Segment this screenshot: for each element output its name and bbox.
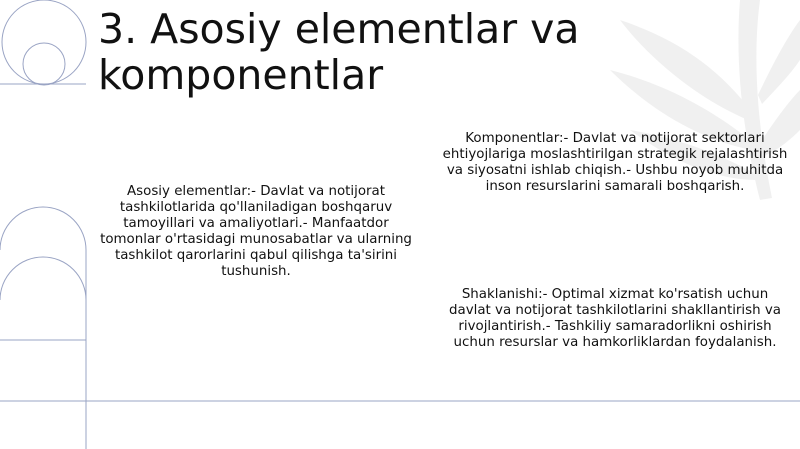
komponentlar-text: Komponentlar:- Davlat va notijorat sektorlari ehtiyojlariga moslashtirilgan strategik rejalashtirish va siyosatni ishlab chiqish.- Ushbu noyob muhitda inson resurslarini samarali boshqarish. [442,131,788,194]
slide-title: 3. Asosiy elementlar va komponentlar [98,5,580,99]
asosiy-elementlar-text: Asosiy elementlar:- Davlat va notijorat tashkilotlarida qo'llaniladigan boshqaruv tamoyillari va amaliyotlari.- Manfaatdor tomonlar o'rtasidagi munosabatlar va ularning tashkilot qarorlarini qabul qilishga ta'sirini tushunish. [100,184,412,279]
shaklanishi-text: Shaklanishi:- Optimal xizmat ko'rsatish uchun davlat va notijorat tashkilotlarini shakllantirish va rivojlantirish.- Tashkiliy samaradorlikni oshirish uchun resurslar va hamkorliklardan foydalanish. [448,287,781,350]
